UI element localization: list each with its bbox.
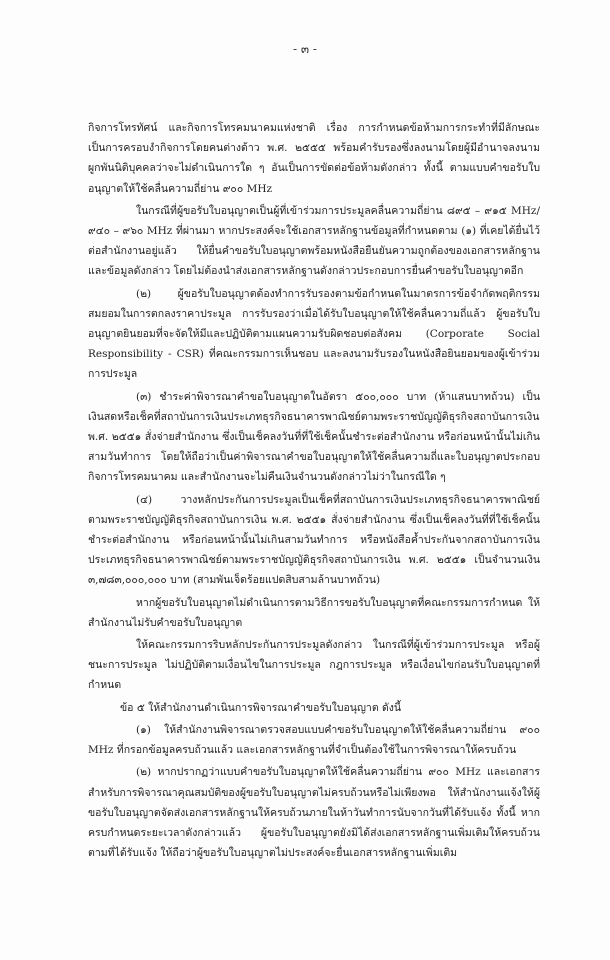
paragraph-non-compliance: หากผู้ขอรับใบอนุญาตไม่ดำเนินการตามวิธีการขอรับใบอนุญาตที่คณะกรรมการกำหนด ให้สำนักงานไม่รับคำขอรับใบอนุญาต — [88, 596, 540, 629]
paragraph-item-4: (๔) วางหลักประกันการประมูลเป็นเช็คที่สถาบันการเงินประเภทธุรกิจธนาคารพาณิชย์ตามพระราชบัญญัติธุรกิจสถาบันการเงิน พ.ศ. ๒๕๕๑ สั่งจ่ายสำนักงาน ซึ่งเป็นเช็คลงวันที่ที่ใช้เช็คนั้นชำระต่อสำนักงาน หรือก่อนหน้านั้นไม่เกินสามวันทำการ หรือหนังสือค้ำประกันจากสถาบันการเงินประเภทธุรกิจธนาคารพาณิชย์ตามพระราชบัญญัติธุรกิจสถาบันการเงิน พ.ศ. ๒๕๕๑ เป็นจำนวนเงิน ๓,๗๘๓,๐๐๐,๐๐๐ บาท (สามพันเจ็ดร้อยแปดสิบสามล้านบาทถ้วน) — [88, 493, 540, 587]
paragraph-continuation: กิจการโทรทัศน์ และกิจการโทรคมนาคมแห่งชาติ เรื่อง การกำหนดข้อห้ามการกระทำที่มีลักษณะเป็นการครอบงำกิจการโดยคนต่างด้าว พ.ศ. ๒๕๕๕ พร้อมคำรับรองซึ่งลงนามโดยผู้มีอำนาจลงนามผูกพันนิติบุคคลว่าจะไม่ดำเนินการใด ๆ อันเป็นการขัดต่อข้อห้ามดังกล่าว ทั้งนี้ ตามแบบคำขอรับใบอนุญาตให้ใช้คลื่นความถี่ย่าน ๙๐๐ MHz — [88, 122, 540, 195]
page-number: - ๓ - — [293, 42, 317, 56]
paragraph-item-2: (๒) ผู้ขอรับใบอนุญาตต้องทำการรับรองตามข้อกำหนดในมาตรการข้อจำกัดพฤติกรรมสมยอมในการตกลงราคาประมูล การรับรองว่าเมื่อได้รับใบอนุญาตให้ใช้คลื่นความถี่แล้ว ผู้ขอรับใบอนุญาตยินยอมที่จะจัดให้มีและปฏิบัติตามแผนความรับผิดชอบต่อสังคม (Corporate Social Responsibility - CSR) ที่คณะกรรมการเห็นชอบ และลงนามรับรองในหนังสือยินยอมของผู้เข้าร่วมการประมูล — [88, 287, 540, 381]
clause-5-item-1: (๑) ให้สำนักงานพิจารณาตรวจสอบแบบคำขอรับใบอนุญาตให้ใช้คลื่นความถี่ย่าน ๙๐๐ MHz ที่กรอกข้อมูลครบถ้วนแล้ว และเอกสารหลักฐานที่จำเป็นต้องใช้ในการพิจารณาให้ครบถ้วน — [88, 723, 540, 757]
clause-5-heading: ข้อ ๕ ให้สำนักงานดำเนินการพิจารณาคำขอรับใบอนุญาต ดังนี้ — [120, 701, 402, 714]
paragraph-forfeit-guarantee: ให้คณะกรรมการริบหลักประกันการประมูลดังกล่าว ในกรณีที่ผู้เข้าร่วมการประมูล หรือผู้ชนะการประมูล ไม่ปฏิบัติตามเงื่อนไขในการประมูล กฎการประมูล หรือเงื่อนไขก่อนรับใบอนุญาตที่กำหนด — [88, 639, 540, 692]
clause-5-item-2: (๒) หากปรากฏว่าแบบคำขอรับใบอนุญาตให้ใช้คลื่นความถี่ย่าน ๙๐๐ MHz และเอกสารสำหรับการพิจารณาคุณสมบัติของผู้ขอรับใบอนุญาตไม่ครบถ้วนหรือไม่เพียงพอ ให้สำนักงานแจ้งให้ผู้ขอรับใบอนุญาตจัดส่งเอกสารหลักฐานให้ครบถ้วนภายในห้าวันทำการนับจากวันที่ได้รับแจ้ง ทั้งนี้ หากครบกำหนดระยะเวลาดังกล่าวแล้ว ผู้ขอรับใบอนุญาตยังมิได้ส่งเอกสารหลักฐานเพิ่มเติมให้ครบถ้วนตามที่ได้รับแจ้ง ให้ถือว่าผู้ขอรับใบอนุญาตไม่ประสงค์จะยื่นเอกสารหลักฐานเพิ่มเติม — [88, 766, 540, 860]
document-body — [88, 118, 540, 863]
paragraph-previous-bidder: ในกรณีที่ผู้ขอรับใบอนุญาตเป็นผู้ที่เข้าร่วมการประมูลคลื่นความถี่ย่าน ๘๙๕ – ๙๑๕ MHz/๙๔๐ – ๙๖๐ MHz ที่ผ่านมา หากประสงค์จะใช้เอกสารหลักฐานข้อมูลที่กำหนดตาม (๑) ที่เคยได้ยื่นไว้ต่อสำนักงานอยู่แล้ว ให้ยื่นคำขอรับใบอนุญาตพร้อมหนังสือยืนยันความถูกต้องของเอกสารหลักฐานและข้อมูลดังกล่าว โดยไม่ต้องนำส่งเอกสารหลักฐานดังกล่าวประกอบการยื่นคำขอรับใบอนุญาตอีก — [88, 204, 540, 278]
paragraph-item-3: (๓) ชำระค่าพิจารณาคำขอใบอนุญาตในอัตรา ๕๐๐,๐๐๐ บาท (ห้าแสนบาทถ้วน) เป็นเงินสดหรือเช็คที่สถาบันการเงินประเภทธุรกิจธนาคารพาณิชย์ตามพระราชบัญญัติธุรกิจสถาบันการเงิน พ.ศ. ๒๕๕๑ สั่งจ่ายสำนักงาน ซึ่งเป็นเช็คลงวันที่ที่ใช้เช็คนั้นชำระต่อสำนักงาน หรือก่อนหน้านั้นไม่เกินสามวันทำการ โดยให้ถือว่าเป็นค่าพิจารณาคำขอใบอนุญาตให้ใช้คลื่นความถี่และใบอนุญาตประกอบกิจการโทรคมนาคม และสำนักงานจะไม่คืนเงินจำนวนดังกล่าวไม่ว่าในกรณีใด ๆ — [88, 390, 540, 484]
